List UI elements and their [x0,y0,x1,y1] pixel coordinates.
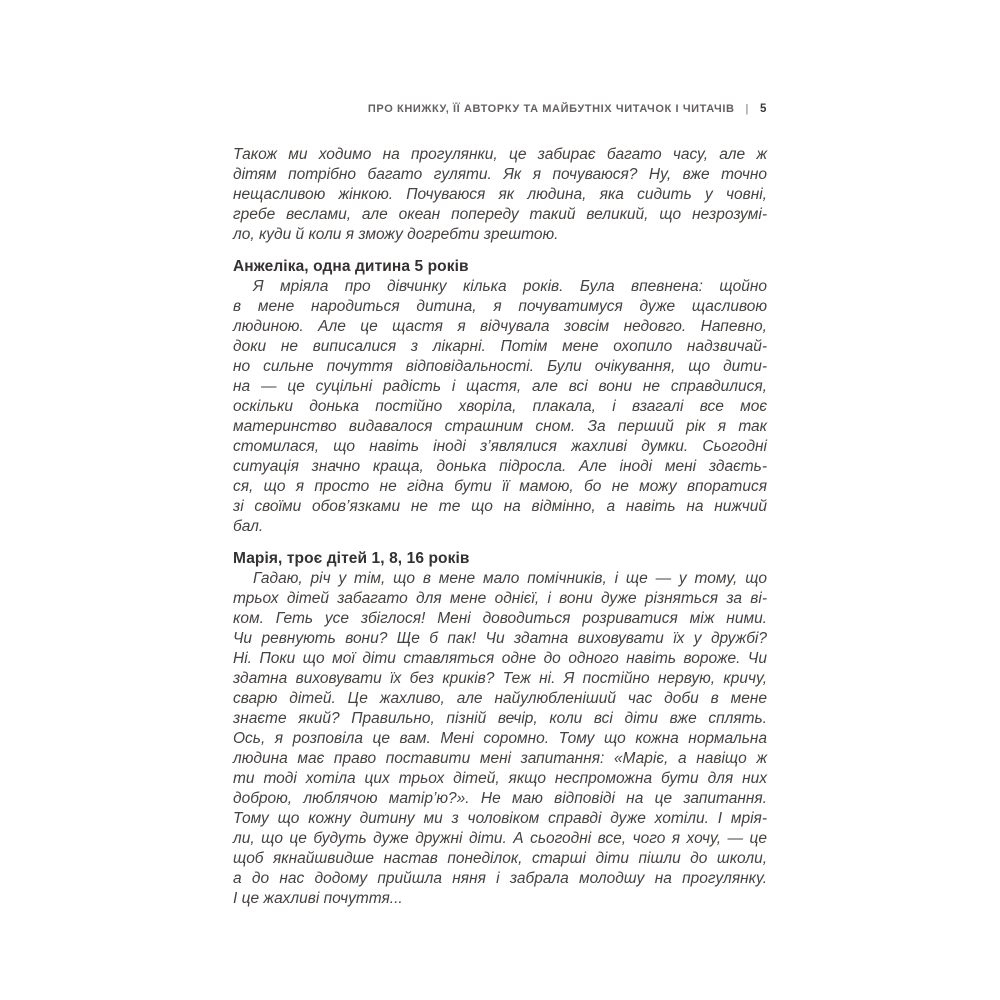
text-line: ся, що я просто не гідна бути її мамою, бо не можу впоратися [233,478,767,495]
text-line: стомилася, що навіть іноді з’являлися жахливі думки. Сьогодні [233,438,767,455]
text-line: доброю, люблячою матір’ю?». Не маю відповіді на це запитання. [233,790,767,807]
text-line: людина має право поставити мені запитання: «Маріє, а навіщо ж [233,750,767,767]
text-line: нещасливою жінкою. Почуваюся як людина, яка сидить у човні, [233,186,767,203]
text-line: ти тоді хотіла цих трьох дітей, якщо неспроможна бути для них [233,770,767,787]
page-number: 5 [760,103,767,115]
text-line: ком. Геть усе збіглося! Мені доводиться розриватися між ними. [233,610,767,627]
text-line: бал. [233,518,264,535]
text-line: дітям потрібно багато гуляти. Як я почуваюся? Ну, вже точно [233,166,767,183]
text-line: материнство видавалося страшним сном. За перший рік я так [233,418,767,435]
page-content [233,145,767,909]
text-line: но сильне почуття відповідальності. Були очікування, що дити- [233,358,767,375]
text-line: зі своїми обов’язками не те що на відмінно, а навіть на нижчий [233,498,767,515]
running-header-separator: | [745,103,749,115]
text-line: сварю дітей. Це жахливо, але найулюбленіший час доби в мене [233,690,767,707]
text-line: ли, що це будуть дуже дружні діти. А сьогодні все, чого я хочу, — це [233,830,767,847]
running-header [233,102,767,116]
section-heading: Марія, троє дітей 1, 8, 16 років [233,550,470,567]
text-line: оскільки донька постійно хворіла, плакала, і взагалі все моє [233,398,767,415]
text-line: доки не виписалися з лікарні. Потім мене охопило надзвичай- [233,338,767,355]
text-line: знаєте який? Правильно, пізній вечір, коли всі діти вже сплять. [233,710,767,727]
text-line: Тому що кожну дитину ми з чоловіком справді дуже хотіли. І мрія- [233,810,767,827]
text-line: Ось, я розповіла це вам. Мені соромно. Тому що кожна нормальна [233,730,767,747]
text-line: людиною. Але це щастя я відчувала зовсім недовго. Напевно, [233,318,767,335]
text-line: трьох дітей забагато для мене однієї, і вони дуже різняться за ві- [233,590,767,607]
text-line: Також ми ходимо на прогулянки, це забирає багато часу, але ж [233,146,767,163]
text-line: в мене народиться дитина, я почуватимуся дуже щасливою [233,298,767,315]
text-line: на — це суцільні радість і щастя, але всі вони не справдилися, [233,378,767,395]
text-line: здатна виховувати їх без криків? Теж ні. Я постійно нервую, кричу, [233,670,767,687]
text-line: гребе веслами, але океан попереду такий великий, що незрозумі- [233,206,767,223]
text-line: Я мріяла про дівчинку кілька років. Була впевнена: щойно [253,278,767,295]
running-header-title: ПРО КНИЖКУ, ЇЇ АВТОРКУ ТА МАЙБУТНІХ ЧИТАЧОК І ЧИТАЧІВ [367,103,735,115]
section-heading: Анжеліка, одна дитина 5 років [233,258,469,275]
text-line: І це жахливі почуття... [233,890,403,907]
text-line: щоб якнайшвидше настав понеділок, старші діти пішли до школи, [233,850,767,867]
paragraph [233,145,767,245]
paragraph [233,569,767,909]
text-line: ло, куди й коли я зможу догребти зрештою. [233,226,559,243]
text-line: а до нас додому прийшла няня і забрала молодшу на прогулянку. [233,870,767,887]
text-line: Гадаю, річ у тім, що в мене мало помічників, і ще — у тому, що [253,570,767,587]
text-line: Чи ревнують вони? Ще б пак! Чи здатна виховувати їх у дружбі? [233,630,767,647]
text-line: ситуація значно краща, донька підросла. Але іноді мені здаєть- [233,458,767,475]
paragraph [233,277,767,537]
text-line: Ні. Поки що мої діти ставляться одне до одного навіть вороже. Чи [233,650,767,667]
